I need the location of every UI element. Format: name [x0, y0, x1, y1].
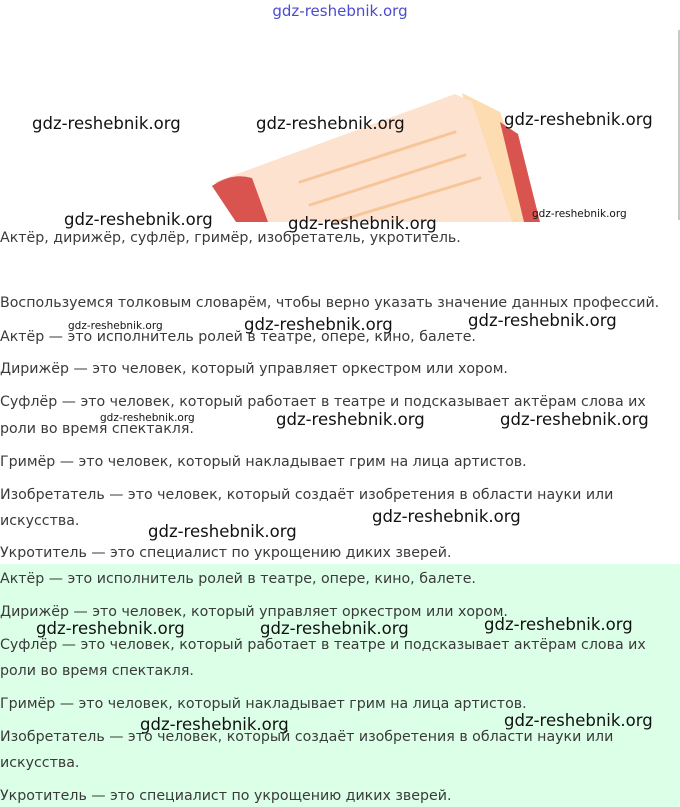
intro-text: Воспользуемся толковым словарём, чтобы верно указать значение данных профессий.: [0, 295, 660, 311]
watermark: gdz-reshebnik.org: [36, 619, 185, 638]
watermark: gdz-reshebnik.org: [64, 210, 213, 229]
watermark: gdz-reshebnik.org: [372, 507, 521, 526]
book-illustration: [0, 60, 680, 230]
answer-line: Суфлёр — это человек, который работает в театре и подсказывает актёрам слова их: [0, 637, 646, 653]
watermark: gdz-reshebnik.org: [256, 114, 405, 133]
watermark: gdz-reshebnik.org: [244, 315, 393, 334]
definition-line: Суфлёр — это человек, который работает в театре и подсказывает актёрам слова их: [0, 394, 646, 410]
definition-line: Дирижёр — это человек, который управляет оркестром или хором.: [0, 361, 508, 377]
watermark: gdz-reshebnik.org: [532, 208, 627, 220]
watermark: gdz-reshebnik.org: [468, 311, 617, 330]
watermark: gdz-reshebnik.org: [484, 615, 633, 634]
answer-line: роли во время спектакля.: [0, 663, 194, 679]
definition-line: искусства.: [0, 513, 80, 529]
watermark: gdz-reshebnik.org: [140, 715, 289, 734]
watermark: gdz-reshebnik.org: [68, 320, 163, 332]
definition-line: Укротитель — это специалист по укрощению диких зверей.: [0, 545, 452, 561]
watermark: gdz-reshebnik.org: [500, 410, 649, 429]
watermark: gdz-reshebnik.org: [504, 711, 653, 730]
watermark: gdz-reshebnik.org: [288, 214, 437, 233]
watermark: gdz-reshebnik.org: [32, 114, 181, 133]
definition-line: Изобретатель — это человек, который создаёт изобретения в области науки или: [0, 487, 614, 503]
definition-line: Гримёр — это человек, который накладывает грим на лица артистов.: [0, 454, 527, 470]
answer-line: Гримёр — это человек, который накладывает грим на лица артистов.: [0, 696, 527, 712]
watermark: gdz-reshebnik.org: [276, 410, 425, 429]
answer-line: искусства.: [0, 755, 80, 771]
definition-line: роли во время спектакля.: [0, 421, 194, 437]
watermark: gdz-reshebnik.org: [504, 110, 653, 129]
answer-line: Актёр — это исполнитель ролей в театре, опере, кино, балете.: [0, 571, 476, 587]
site-header[interactable]: gdz-reshebnik.org: [272, 2, 408, 20]
question-text: Актёр, дирижёр, суфлёр, гримёр, изобретатель, укротитель.: [0, 230, 461, 246]
watermark: gdz-reshebnik.org: [100, 412, 195, 424]
definition-line: Актёр — это исполнитель ролей в театре, опере, кино, балете.: [0, 329, 476, 345]
watermark: gdz-reshebnik.org: [260, 619, 409, 638]
watermark: gdz-reshebnik.org: [148, 522, 297, 541]
answer-line: Изобретатель — это человек, который создаёт изобретения в области науки или: [0, 729, 614, 745]
answer-line: Укротитель — это специалист по укрощению диких зверей.: [0, 788, 452, 804]
answer-line: Дирижёр — это человек, который управляет оркестром или хором.: [0, 604, 508, 620]
